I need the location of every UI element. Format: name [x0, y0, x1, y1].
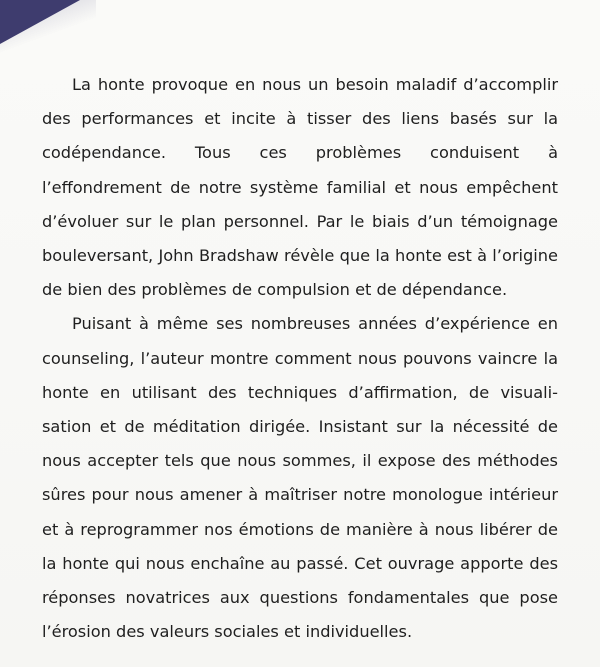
- blurb-paragraph-2: Puisant à même ses nombreuses années d’expérience en counseling, l’auteur montre comment nous pouvons vaincre la honte en utilisant des techniques d’affirmation, de visualisation et de méditation dirigée. Insistant sur la nécessité de nous accepter tels que nous sommes, il expose des méthodes sûres pour nous amener à maîtriser notre monologue intérieur et à reprogrammer nos émotions de manière à nous libérer de la honte qui nous enchaîne au passé. Cet ouvrage apporte des réponses novatrices aux questions fondamentales que pose l’érosion des valeurs sociales et individuelles.: [42, 314, 558, 642]
- blurb-text: [42, 68, 558, 649]
- corner-decoration: [0, 0, 80, 44]
- blurb-paragraph-1: La honte provoque en nous un besoin maladif d’accomplir des performances et incite à tisser des liens basés sur la codépendance. Tous ces problèmes conduisent à l’effondrement de notre système familial et nous empêchent d’évoluer sur le plan personnel. Par le biais d’un témoignage bouleversant, John Bradshaw révèle que la honte est à l’origine de bien des problèmes de compulsion et de dépendance.: [42, 75, 558, 300]
